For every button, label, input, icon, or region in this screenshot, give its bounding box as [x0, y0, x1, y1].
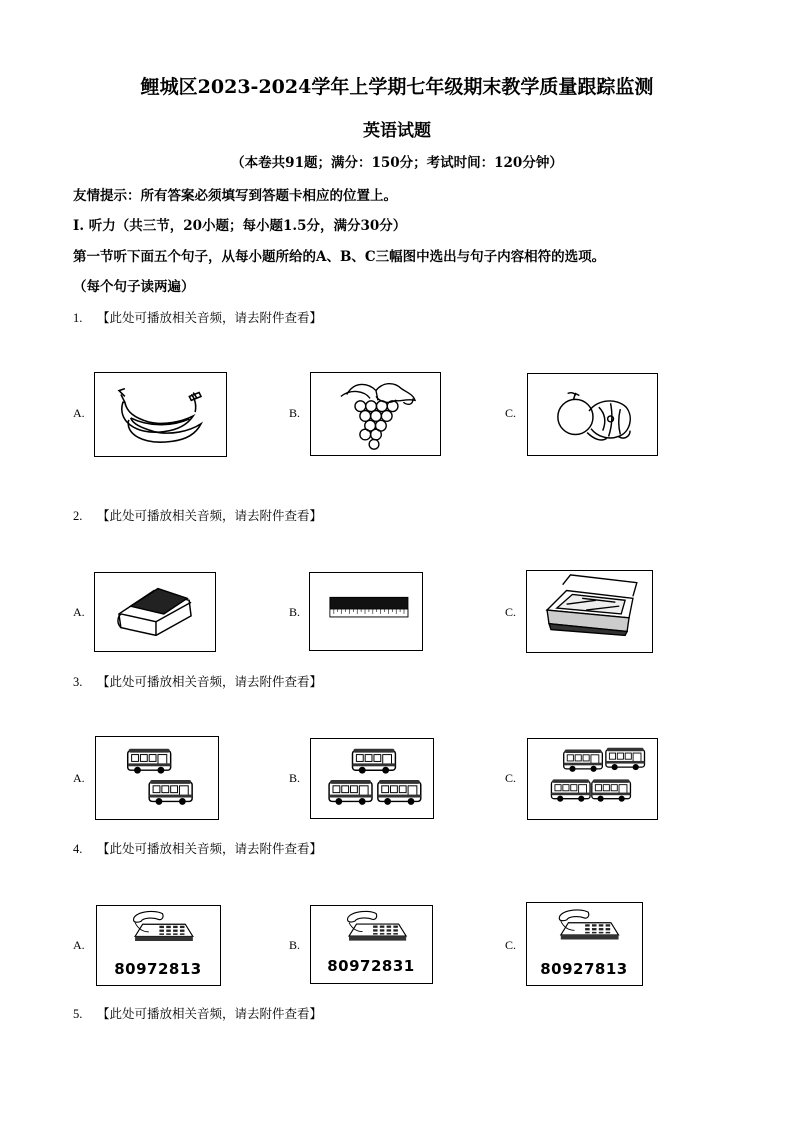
question-1	[73, 308, 322, 326]
question-5	[73, 1004, 322, 1022]
option-3b-image[interactable]	[310, 738, 434, 819]
eraser-icon	[95, 573, 215, 651]
exam-info: （本卷共91题；满分：150分；考试时间：120分钟）	[231, 155, 563, 171]
option-3c-image[interactable]	[527, 738, 658, 820]
option-2a-image[interactable]	[94, 572, 216, 652]
audio-placeholder: 【此处可播放相关音频，请去附件查看】	[97, 310, 323, 325]
option-label: B.	[289, 406, 301, 420]
option-label: B.	[289, 605, 301, 619]
page-title: 鲤城区2023-2024学年上学期七年级期末教学质量跟踪监测	[140, 76, 654, 98]
four-buses-icon	[528, 739, 657, 819]
question-4	[73, 839, 322, 857]
option-label: A.	[73, 406, 85, 420]
option-label: A.	[73, 605, 85, 619]
option-2c-image[interactable]	[526, 570, 653, 653]
option-2b-image[interactable]	[309, 572, 423, 651]
option-label: C.	[505, 938, 517, 952]
phone-number: 80972813	[114, 960, 202, 978]
audio-placeholder: 【此处可播放相关音频，请去附件查看】	[97, 1006, 323, 1021]
part1-instruction: 第一节听下面五个句子，从每小题所给的A、B、C三幅图中选出与句子内容相符的选项。	[73, 249, 606, 265]
notice: 友情提示：所有答案必须填写到答题卡相应的位置上。	[73, 188, 397, 204]
telephone-icon	[527, 903, 642, 961]
option-4c-image[interactable]	[526, 902, 643, 986]
phone-number: 80972831	[327, 957, 415, 975]
audio-placeholder: 【此处可播放相关音频，请去附件查看】	[97, 841, 323, 856]
option-label: C.	[505, 605, 517, 619]
ruler-icon	[310, 573, 422, 650]
question-2	[73, 506, 322, 524]
oranges-icon	[528, 374, 657, 455]
option-label: A.	[73, 771, 85, 785]
two-buses-icon	[96, 737, 218, 819]
option-label: B.	[289, 938, 301, 952]
telephone-icon	[311, 906, 432, 960]
audio-placeholder: 【此处可播放相关音频，请去附件查看】	[97, 674, 323, 689]
telephone-icon	[97, 906, 220, 962]
option-3a-image[interactable]	[95, 736, 219, 820]
grapes-icon	[311, 373, 440, 455]
section-heading: Ⅰ. 听力（共三节，20小题；每小题1.5分，满分30分）	[73, 218, 407, 234]
option-1a-image[interactable]	[94, 372, 227, 457]
option-1c-image[interactable]	[527, 373, 658, 456]
option-label: B.	[289, 771, 301, 785]
option-4b-image[interactable]	[310, 905, 433, 984]
question-number: 3.	[73, 675, 83, 689]
phone-number: 80927813	[540, 960, 628, 978]
part1-note: （每个句子读两遍）	[73, 279, 195, 295]
option-label: A.	[73, 938, 85, 952]
question-number: 1.	[73, 311, 83, 325]
question-number: 5.	[73, 1007, 83, 1021]
question-3	[73, 672, 322, 690]
three-buses-icon	[311, 739, 433, 818]
audio-placeholder: 【此处可播放相关音频，请去附件查看】	[97, 508, 323, 523]
pencil-box-icon	[527, 571, 652, 652]
question-number: 4.	[73, 842, 83, 856]
bananas-icon	[95, 373, 226, 456]
page-subtitle: 英语试题	[363, 121, 431, 141]
question-number: 2.	[73, 509, 83, 523]
option-4a-image[interactable]	[96, 905, 221, 986]
option-1b-image[interactable]	[310, 372, 441, 456]
option-label: C.	[505, 406, 517, 420]
option-label: C.	[505, 771, 517, 785]
